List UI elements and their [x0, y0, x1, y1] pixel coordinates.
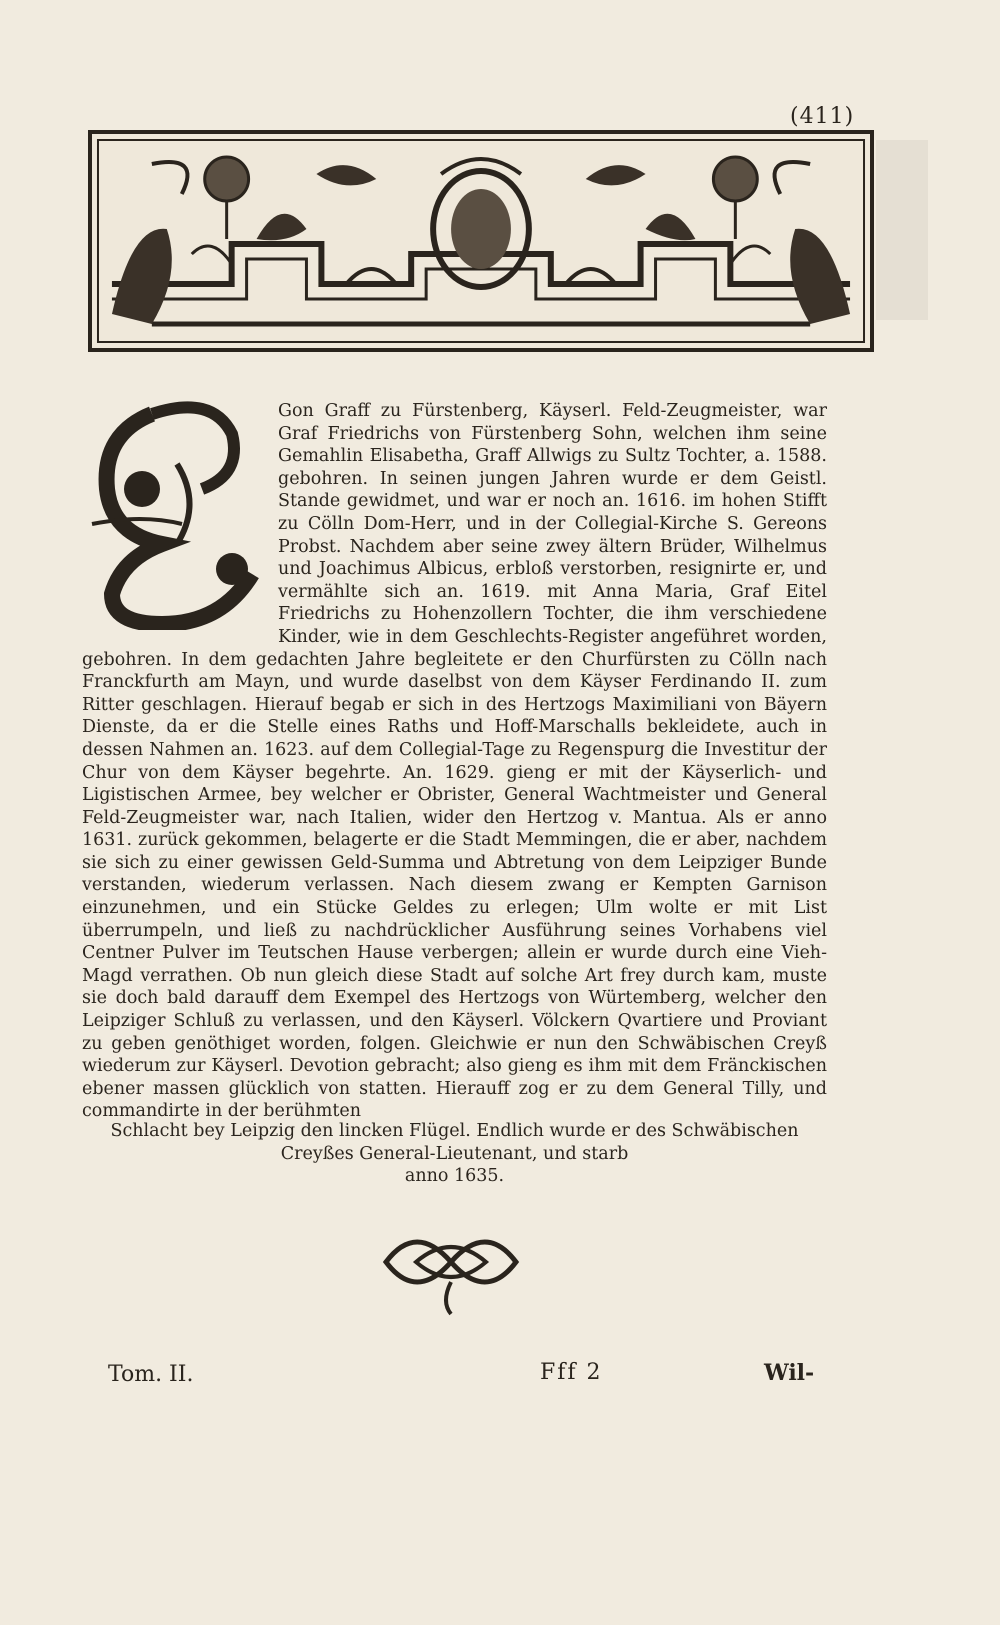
show-through-tab	[876, 140, 928, 320]
decorated-initial-icon	[82, 394, 264, 630]
closing-line-2: Creyßes General-Lieutenant, und starb	[280, 1143, 629, 1164]
closing-lines	[82, 1120, 827, 1188]
volume-label: Tom. II.	[108, 1362, 194, 1387]
catchword: Wil-	[764, 1360, 815, 1386]
body-paragraph	[82, 400, 827, 1123]
closing-line-1: Schlacht bey Leipzig den lincken Flügel. Endlich wurde er des Schwäbischen	[110, 1121, 799, 1141]
signature-mark: Fff 2	[540, 1360, 603, 1385]
page-number: (411)	[790, 104, 855, 129]
paragraph-text: Gon Graff zu Fürstenberg, Käyserl. Feld-Zeugmeister, war Graf Friedrichs von Fürstenberg Sohn, welchen ihm seine Gemahlin Elisabetha, Graff Allwigs zu Sultz Tochter, a. 1588. gebohren. In seinen jungen Jahren wurde er dem Geistl. Stande gewidmet, und war er noch an. 1616. im hohen Stifft zu Cölln Dom-Herr, und in der Collegial-Kirche S. Gereons Probst. Nachdem aber seine zwey ältern Brüder, Wilhelmus und Joachimus Albicus, erbloß verstorben, resignirte er, und vermählte sich an. 1619. mit Anna Maria, Graf Eitel Friedrichs zu Hohenzollern Tochter, die ihm verschiedene Kinder, wie in dem Geschlechts-Register angeführet worden, gebohren. In dem gedachten Jahre begleitete er den Churfürsten zu Cölln nach Franckfurth am Mayn, und wurde daselbst von dem Käyser Ferdinando II. zum Ritter geschlagen. Hierauf begab er sich in des Hertzogs Maximiliani von Bäyern Dienste, da er die Stelle eines Raths und Hoff-Marschalls bekleidete, auch in dessen Nahmen an. 1623. auf dem Collegial-Tage zu Regenspurg die Investitur der Chur von dem Käyser begehrte. An. 1629. gieng er mit der Käyserlich- und Ligistischen Armee, bey welcher er Obrister, General Wachtmeister und General Feld-Zeugmeister war, nach Italien, wider den Hertzog v. Mantua. Als er anno 1631. zurück gekommen, belagerte er die Stadt Memmingen, die er aber, nachdem sie sich zu einer gewissen Geld-Summa und Abtretung von dem Leipziger Bunde verstanden, wiederum verlassen. Nach diesem zwang er Kempten Garnison einzunehmen, und ein Stücke Geldes zu erlegen; Ulm wolte er mit List überrumpeln, und ließ zu nachdrücklicher Ausführung seines Vorhabens viel Centner Pulver im Teutschen Hause verbergen; allein er wurde durch eine Vieh-Magd verrathen. Ob nun gleich diese Stadt auf solche Art frey durch kam, muste sie doch bald darauff dem Exempel des Hertzogs von Würtemberg, welcher den Leipziger Schluß zu verlassen, und den Käyserl. Völckern Qvartiere und Proviant zu geben genöthiget worden, folgen. Gleichwie er nun den Schwäbischen Creyß wiederum zur Käyserl. Devotion gebracht; also gieng es ihm mit dem Fränckischen ebener massen glücklich von statten. Hierauff zog er zu dem General Tilly, und commandirte in der berühmten	[82, 401, 827, 1122]
tailpiece-flourish-icon	[376, 1222, 526, 1318]
ornamental-headpiece-icon	[88, 130, 874, 352]
closing-line-3: anno 1635.	[404, 1166, 505, 1187]
